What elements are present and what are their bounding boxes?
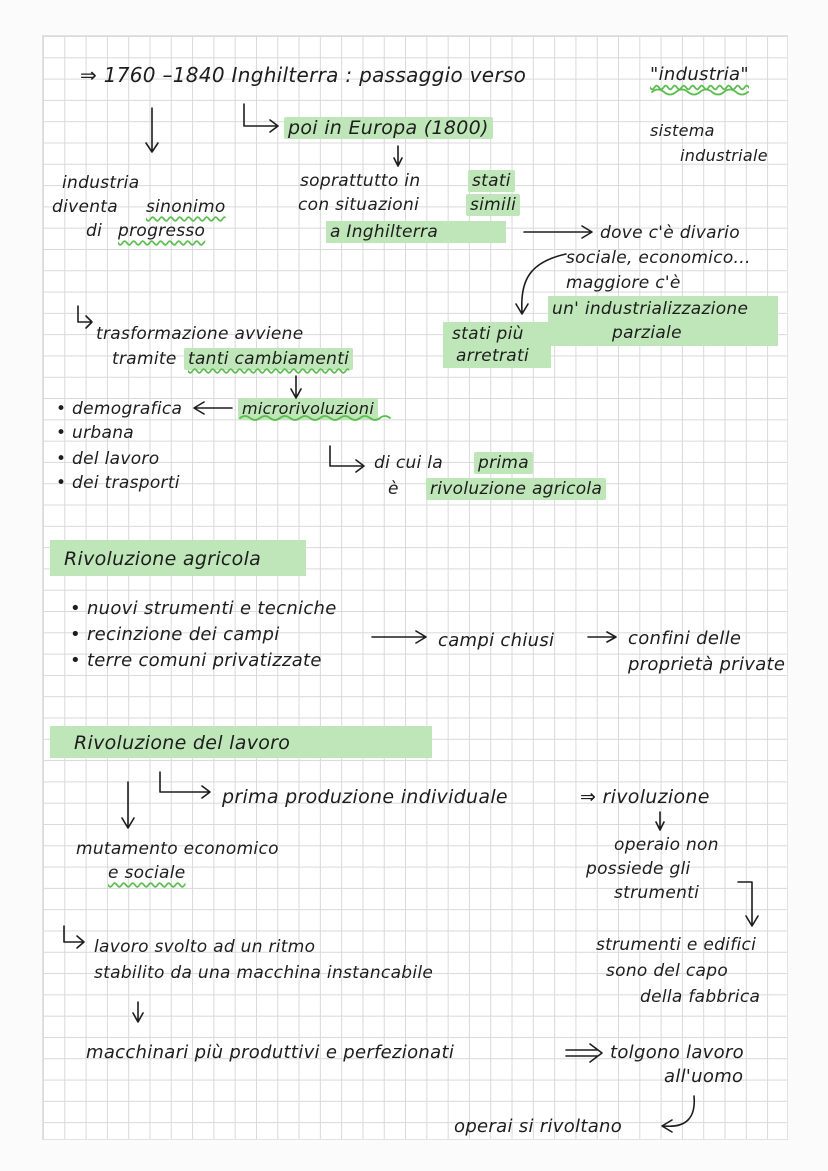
tanti-cambiamenti: tanti cambiamenti xyxy=(184,348,353,370)
arrow-down-macchinari xyxy=(133,1002,143,1022)
strumenti-line1: strumenti e edifici xyxy=(596,935,757,955)
divario-line2: sociale, economico... xyxy=(566,248,751,268)
stati-label: stati xyxy=(468,170,515,192)
progresso-label: progresso xyxy=(118,221,206,241)
confini-line1: confini delle xyxy=(628,628,742,649)
operaio-line1: operaio non xyxy=(614,835,719,855)
arrow-down-micro xyxy=(291,376,301,398)
bullet-demografica: • demografica xyxy=(56,399,183,419)
underline-microrivoluzioni xyxy=(240,416,390,420)
soprattutto-line2: con situazioni xyxy=(298,195,420,215)
agricola-title: Rivoluzione agricola xyxy=(64,548,262,570)
macchinari-label: macchinari più produttivi e perfezionati xyxy=(86,1042,455,1063)
simili-label: simili xyxy=(466,194,520,216)
trasformazione-line1: trasformazione avviene xyxy=(96,324,304,344)
hook-prima-produzione xyxy=(160,772,210,798)
mutamento-line1: mutamento economico xyxy=(76,839,279,859)
divario-line5: parziale xyxy=(612,323,682,343)
lavoro-title: Rivoluzione del lavoro xyxy=(74,732,291,754)
rivoluzione-arrow-label: ⇒ rivoluzione xyxy=(580,786,710,808)
microrivoluzioni-label: microrivoluzioni xyxy=(238,398,378,420)
bullet-text: dei trasporti xyxy=(72,473,180,493)
arrow-down-soprattutto xyxy=(394,146,402,166)
strumenti-line3: della fabbrica xyxy=(640,987,761,1007)
arrow-right-divario xyxy=(524,226,592,238)
agricola-item-text: recinzione dei campi xyxy=(86,624,280,645)
arretrati-line1: stati più xyxy=(452,324,524,344)
hook-lavoro-svolto xyxy=(64,926,84,948)
e-label: è xyxy=(388,479,399,499)
operaio-line3: strumenti xyxy=(614,883,700,903)
dicui-label: di cui la xyxy=(374,453,444,473)
industria-line2a: diventa xyxy=(52,197,118,217)
poi-europa: poi in Europa (1800) xyxy=(284,117,493,139)
arrow-down-mutamento xyxy=(122,782,134,828)
divario-line3: maggiore c'è xyxy=(566,273,681,293)
trasformazione-line2a: tramite xyxy=(112,349,177,369)
bullet-text: del lavoro xyxy=(72,449,160,469)
arrow-right-confini xyxy=(588,632,616,642)
prima-produzione: prima produzione individuale xyxy=(222,786,508,808)
prima-label: prima xyxy=(474,452,533,474)
arrow-down-industria xyxy=(146,108,158,152)
campi-chiusi: campi chiusi xyxy=(438,630,555,651)
sinonimo-label: sinonimo xyxy=(146,197,226,217)
header-industria: "industria" xyxy=(650,64,749,85)
double-arrow-tolgono xyxy=(566,1044,602,1062)
arrow-left-demografica xyxy=(194,402,232,414)
bullet-text: urbana xyxy=(72,423,134,443)
arrow-down-operaio xyxy=(656,812,664,830)
operaio-line2: possiede gli xyxy=(586,859,691,879)
soprattutto-line1: soprattutto in xyxy=(300,171,421,191)
lavoro-svolto-line2: stabilito da una macchina instancabile xyxy=(94,963,434,983)
industriale-label: industriale xyxy=(680,146,768,165)
riv-agricola-label: rivoluzione agricola xyxy=(426,478,606,500)
agricola-item-3: • terre comuni privatizzate xyxy=(70,650,322,671)
strumenti-line2: sono del capo xyxy=(606,961,729,981)
confini-line2: proprietà private xyxy=(628,654,786,675)
agricola-item-text: nuovi strumenti e tecniche xyxy=(86,598,337,619)
bullet-lavoro: • del lavoro xyxy=(56,449,160,469)
sistema-label: sistema xyxy=(650,121,715,140)
header-line: ⇒ 1760 –1840 Inghilterra : passaggio verso xyxy=(80,63,527,87)
bracket-strumenti xyxy=(738,882,758,926)
lavoro-svolto-line1: lavoro svolto ad un ritmo xyxy=(94,937,316,957)
agricola-item-2: • recinzione dei campi xyxy=(70,624,280,645)
bullet-urbana: • urbana xyxy=(56,423,134,443)
soprattutto-line3: a Inghilterra xyxy=(330,222,439,242)
arrow-curve-operai xyxy=(662,1096,694,1132)
operai-rivoltano: operai si rivoltano xyxy=(454,1116,623,1137)
hook-dicui xyxy=(330,446,364,472)
industria-line1: industria xyxy=(62,173,140,193)
agricola-item-text: terre comuni privatizzate xyxy=(86,650,322,671)
mutamento-line2: e sociale xyxy=(108,863,186,883)
bullet-text: demografica xyxy=(72,399,183,419)
tolgono-line2: all'uomo xyxy=(664,1066,744,1087)
underline-industria-header xyxy=(652,90,748,95)
hook-trasformazione xyxy=(78,306,92,328)
tolgono-line1: tolgono lavoro xyxy=(610,1042,744,1063)
agricola-item-1: • nuovi strumenti e tecniche xyxy=(70,598,337,619)
arretrati-line2: arretrati xyxy=(456,346,530,366)
divario-line1: dove c'è divario xyxy=(600,223,740,243)
arrow-curve-arretrati xyxy=(516,254,566,314)
hook-arrow-europa xyxy=(244,104,278,132)
bullet-trasporti: • dei trasporti xyxy=(56,473,180,493)
industria-line3a: di xyxy=(86,221,103,241)
divario-line4: un' industrializzazione xyxy=(552,299,749,319)
arrow-right-chiusi xyxy=(372,631,426,643)
